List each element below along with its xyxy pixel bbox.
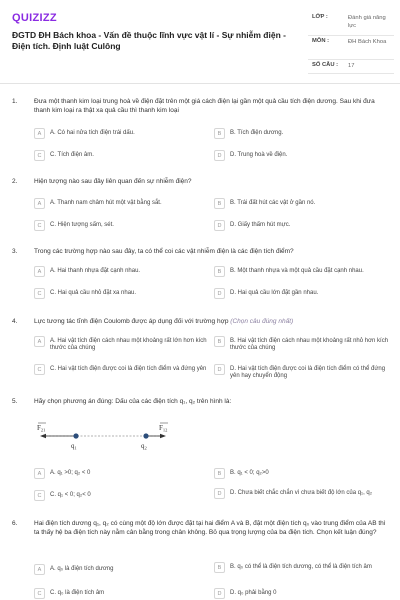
force-f21-arrowhead — [40, 434, 46, 438]
question-text: Đưa một thanh kim loại trung hoà về điện đặt trên một giá cách điện lại gần một quả cầu tích điện dương. Sau khi đưa thanh kim loại ra thật xa quả cầu thì thanh kim loại — [34, 98, 375, 114]
meta-row-subject — [308, 36, 394, 60]
option-letter-box: A — [34, 336, 45, 347]
question-hint: (Chọn câu đúng nhất) — [230, 318, 294, 325]
option-text: B. Tích điện dương. — [230, 129, 284, 136]
question-number: 6. — [12, 520, 18, 527]
option-b[interactable] — [214, 128, 390, 139]
option-letter-box: C — [34, 490, 45, 501]
meta-value: ĐH Bách Khoa — [348, 39, 387, 45]
option-text: B. Một thanh nhựa và một quả cầu đặt cạnh nhau. — [230, 267, 364, 274]
option-a[interactable] — [34, 336, 210, 353]
option-a[interactable] — [34, 266, 210, 277]
option-a[interactable] — [34, 128, 210, 139]
option-d[interactable] — [214, 220, 390, 231]
meta-row-class — [308, 12, 394, 36]
option-c[interactable] — [34, 588, 210, 599]
option-b[interactable] — [214, 266, 390, 277]
option-text: A. Hai thanh nhựa đặt cạnh nhau. — [50, 267, 141, 274]
option-letter-box: D — [214, 488, 225, 499]
question-text: Hai điện tích dương q₁, q₂ có cùng một độ lớn được đặt tại hai điểm A và B, đặt một điện tích q₀ vào trung điểm của AB thì ta thấy hệ ba điện tích này nằm cân bằng trong chân không. Bỏ qua trọng lượng của ba điện tích. Chọn kết luận đúng? — [34, 520, 386, 536]
question-1 — [12, 98, 392, 168]
option-text: C. q₀ là điện tích âm — [50, 589, 105, 596]
option-letter-box: B — [214, 266, 225, 277]
option-text: D. Chưa biết chắc chắn vì chưa biết độ lớn của q₁, q₂ — [230, 489, 373, 496]
question-number: 4. — [12, 318, 18, 325]
option-letter-box: C — [34, 364, 45, 375]
option-text: B. q₁ < 0; q₂>0 — [230, 469, 269, 476]
option-letter-box: A — [34, 198, 45, 209]
question-6 — [12, 520, 392, 600]
option-text: D. Hai vật tích điện được coi là điện tích điểm có thể đứng yên hay chuyển động — [230, 365, 386, 379]
option-text: B. Trái đất hút các vật ở gần nó. — [230, 199, 316, 206]
question-number: 5. — [12, 398, 18, 405]
charge-q1 — [73, 433, 78, 438]
option-text: A. Thanh nam châm hút một vật bằng sắt. — [50, 199, 162, 206]
meta-key: LỚP : — [312, 14, 328, 20]
option-text: A. q₁ >0; q₂ < 0 — [50, 469, 91, 476]
meta-key: MÔN : — [312, 38, 330, 44]
option-d[interactable] — [214, 588, 390, 599]
option-text: C. q₁ < 0; q₂< 0 — [50, 491, 91, 498]
option-d[interactable] — [214, 488, 390, 499]
option-text: D. Trung hoà về điện. — [230, 151, 288, 158]
label-f21: $F_{21}$ — [37, 424, 46, 433]
option-text: B. q₀ có thể là điện tích dương, có thể là điện tích âm — [230, 563, 372, 570]
option-letter-box: B — [214, 336, 225, 347]
option-a[interactable] — [34, 468, 210, 479]
option-letter-box: A — [34, 266, 45, 277]
meta-value: Đánh giá năng lực — [348, 15, 386, 29]
quizizz-logo: QUIZIZZ — [12, 12, 57, 24]
option-letter-box: C — [34, 288, 45, 299]
option-letter-box: D — [214, 150, 225, 161]
option-c[interactable] — [34, 150, 210, 161]
option-letter-box: A — [34, 128, 45, 139]
option-a[interactable] — [34, 564, 210, 575]
option-b[interactable] — [214, 198, 390, 209]
worksheet-header — [0, 0, 400, 84]
option-letter-box: D — [214, 288, 225, 299]
option-text: C. Hiện tượng sấm, sét. — [50, 221, 114, 228]
meta-row-count — [308, 60, 394, 74]
label-q2: $q_2$ — [141, 442, 147, 451]
option-letter-box: D — [214, 364, 225, 375]
question-number: 1. — [12, 98, 18, 105]
option-letter-box: B — [214, 562, 225, 573]
option-c[interactable] — [34, 288, 210, 299]
question-text: Hiện tượng nào sau đây liên quan đến sự nhiễm điện? — [34, 178, 192, 185]
option-letter-box: B — [214, 128, 225, 139]
option-text: D. Hai quả cầu lớn đặt gần nhau. — [230, 289, 319, 296]
option-d[interactable] — [214, 288, 390, 299]
worksheet-title: ĐGTD ĐH Bách khoa - Vấn đề thuộc lĩnh vực vật lí - Sự nhiễm điện - Điện tích. Định luật Culông — [12, 30, 286, 51]
question-2 — [12, 178, 392, 238]
option-text: A. q₀ là điện tích dương — [50, 565, 114, 572]
label-q1: $q_1$ — [71, 442, 77, 451]
option-b[interactable] — [214, 336, 390, 353]
option-c[interactable] — [34, 364, 210, 375]
option-text: C. Hai vật tích điện được coi là điện tích điểm và đứng yên — [50, 365, 207, 372]
option-b[interactable] — [214, 468, 390, 479]
question-3 — [12, 248, 392, 308]
force-f12-arrowhead — [160, 434, 166, 438]
option-text: A. Hai vật tích điện cách nhau một khoảng rất lớn hơn kích thước của chúng — [50, 337, 207, 351]
option-text: D. Giấy thấm hút mực. — [230, 221, 291, 228]
option-d[interactable] — [214, 364, 390, 381]
question-text — [34, 318, 390, 327]
question-text-main: Lực tương tác tĩnh điện Coulomb được áp dụng đối với trường hợp — [34, 318, 229, 325]
meta-key: SỐ CÂU : — [312, 62, 339, 68]
option-letter-box: D — [214, 588, 225, 599]
question-text: Trong các trường hợp nào sau đây, ta có thể coi các vật nhiễm điện là các điện tích điểm? — [34, 248, 294, 255]
option-d[interactable] — [214, 150, 390, 161]
option-text: C. Tích điện âm. — [50, 151, 94, 158]
option-c[interactable] — [34, 490, 210, 501]
option-c[interactable] — [34, 220, 210, 231]
force-diagram — [24, 418, 184, 456]
option-text: B. Hai vật tích điện cách nhau một khoảng rất nhỏ hơn kích thước của chúng — [230, 337, 389, 351]
option-letter-box: C — [34, 588, 45, 599]
option-text: D. q₀ phải bằng 0 — [230, 589, 277, 596]
question-text: Hãy chọn phương án đúng: Dấu của các điện tích q₁, q₂ trên hình là: — [34, 398, 232, 405]
label-f12: $F_{12}$ — [159, 424, 168, 433]
question-number: 2. — [12, 178, 18, 185]
option-letter-box: B — [214, 198, 225, 209]
option-letter-box: B — [214, 468, 225, 479]
question-5 — [12, 398, 392, 512]
option-letter-box: A — [34, 564, 45, 575]
option-letter-box: C — [34, 220, 45, 231]
meta-table — [308, 12, 394, 74]
question-4 — [12, 318, 392, 388]
option-text: C. Hai quả cầu nhỏ đặt xa nhau. — [50, 289, 137, 296]
option-text: A. Có hai nửa tích điện trái dấu. — [50, 129, 135, 136]
option-letter-box: C — [34, 150, 45, 161]
question-number: 3. — [12, 248, 18, 255]
option-letter-box: D — [214, 220, 225, 231]
option-letter-box: A — [34, 468, 45, 479]
meta-value: 17 — [348, 63, 355, 69]
charge-q2 — [143, 433, 148, 438]
option-a[interactable] — [34, 198, 210, 209]
option-b[interactable] — [214, 562, 390, 573]
